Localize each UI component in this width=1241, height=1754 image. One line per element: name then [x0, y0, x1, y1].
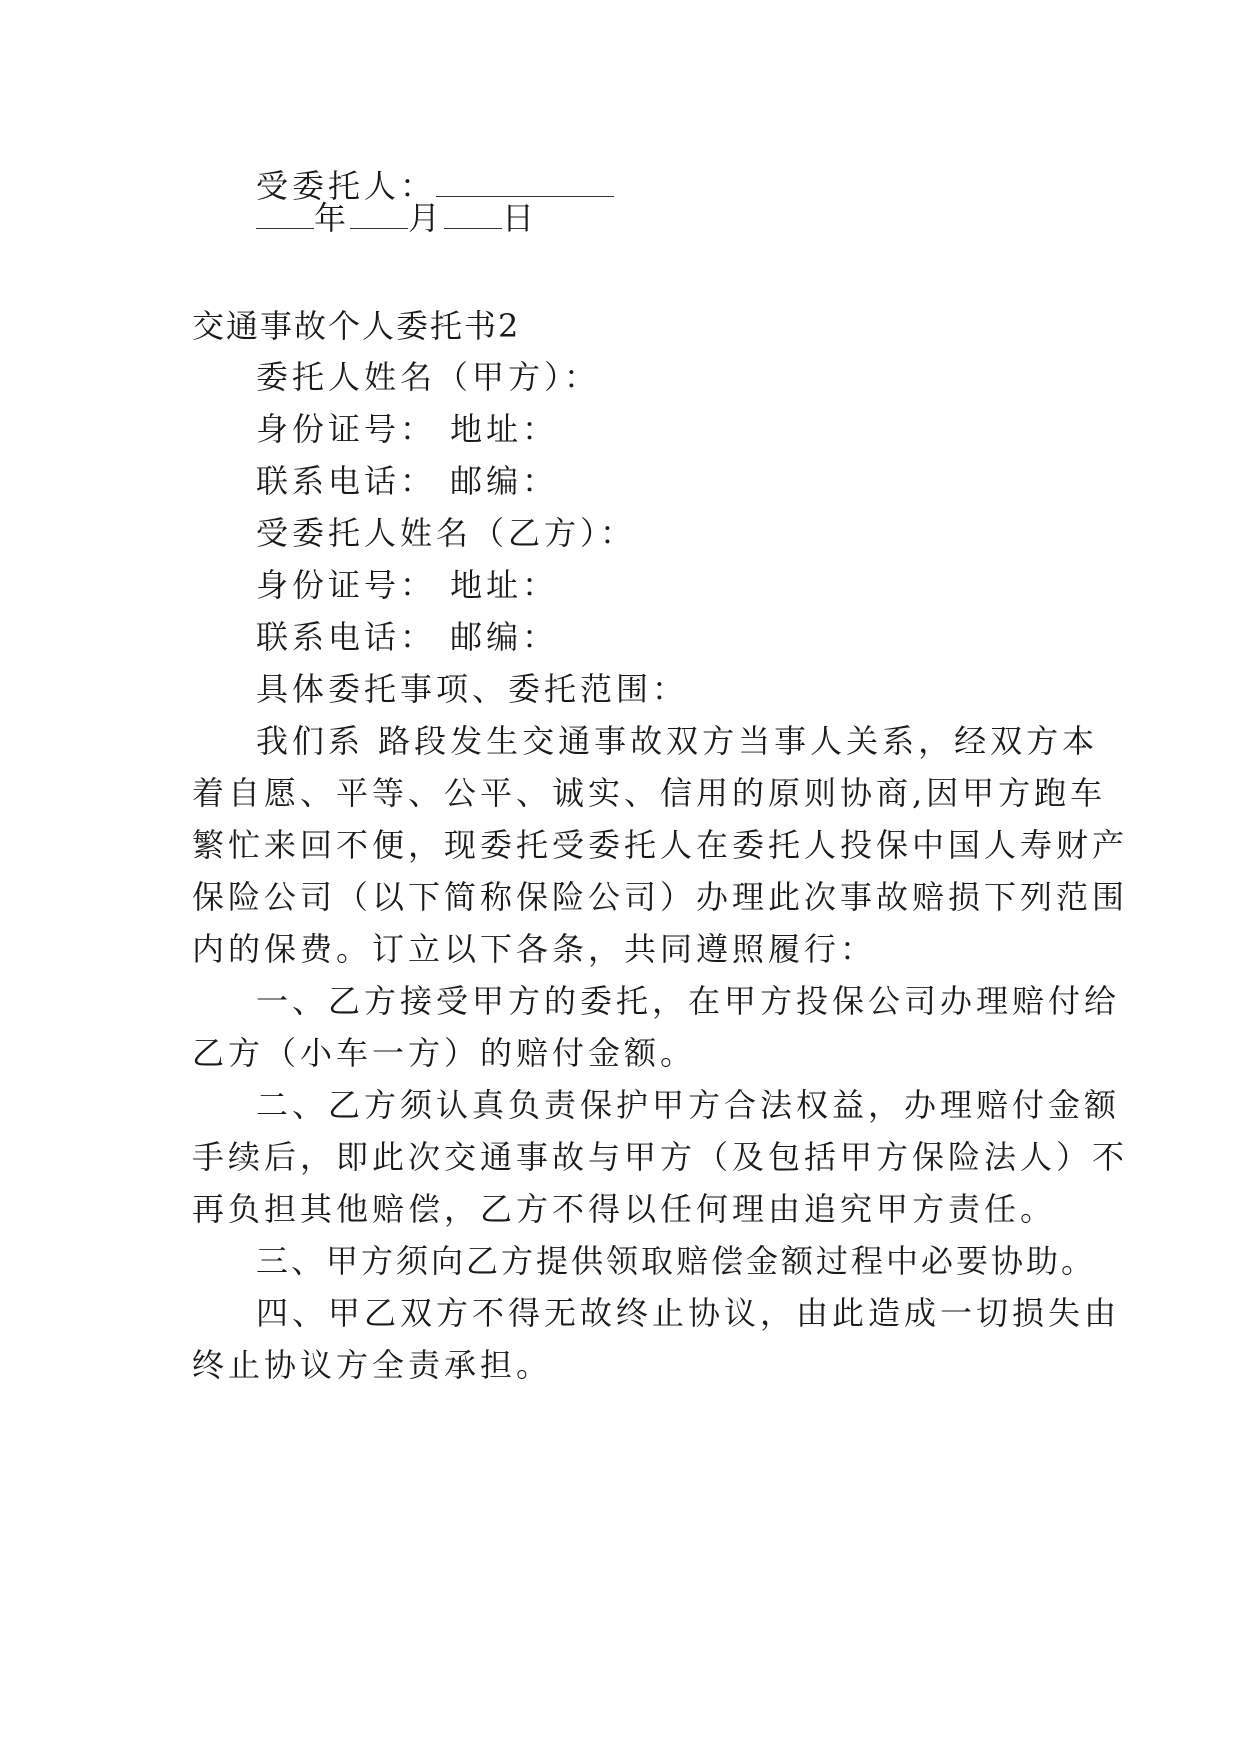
principal-id-address-field: 身份证号： 地址： [256, 410, 559, 448]
date-day-label: 日 [502, 199, 539, 237]
trustee-signature-blank [436, 166, 614, 197]
document-title: 交通事故个人委托书2 [192, 307, 521, 345]
paragraph-line: 繁忙来回不便，现委托受委托人在委托人投保中国人寿财产 [192, 826, 1129, 864]
signature-date-line [256, 198, 538, 238]
month-blank [350, 198, 408, 229]
date-year-label: 年 [314, 199, 351, 237]
clause-2-line: 手续后，即此次交通事故与甲方（及包括甲方保险法人）不 [192, 1138, 1129, 1176]
clause-3-line: 三、甲方须向乙方提供领取赔偿金额过程中必要协助。 [256, 1242, 1097, 1280]
trustee-id-address-field: 身份证号： 地址： [256, 566, 559, 604]
paragraph-line: 保险公司（以下简称保险公司）办理此次事故赔损下列范围 [192, 878, 1129, 916]
paragraph-line: 内的保费。订立以下各条，共同遵照履行： [192, 930, 877, 968]
trustee-name-field: 受委托人姓名（乙方）： [256, 514, 637, 552]
date-month-label: 月 [408, 199, 445, 237]
year-blank [256, 198, 314, 229]
day-blank [444, 198, 502, 229]
principal-name-field: 委托人姓名（甲方）： [256, 358, 601, 396]
clause-4-line: 终止协议方全责承担。 [192, 1346, 553, 1384]
clause-2-line: 再负担其他赔偿，乙方不得以任何理由追究甲方责任。 [192, 1190, 1057, 1228]
clause-1-line: 乙方（小车一方）的赔付金额。 [192, 1034, 697, 1072]
entrust-scope-heading: 具体委托事项、委托范围： [256, 670, 689, 708]
principal-phone-zip-field: 联系电话： 邮编： [256, 462, 559, 500]
paragraph-line: 着自愿、平等、公平、诚实、信用的原则协商,因甲方跑车 [192, 774, 1107, 812]
clause-2-line: 二、乙方须认真负责保护甲方合法权益，办理赔付金额 [256, 1086, 1121, 1124]
paragraph-line: 我们系 路段发生交通事故双方当事人关系，经双方本 [256, 722, 1099, 760]
clause-4-line: 四、甲乙双方不得无故终止协议，由此造成一切损失由 [256, 1294, 1121, 1332]
clause-1-line: 一、乙方接受甲方的委托，在甲方投保公司办理赔付给 [256, 982, 1121, 1020]
trustee-phone-zip-field: 联系电话： 邮编： [256, 618, 559, 656]
trustee-label: 受委托人： [256, 167, 437, 205]
